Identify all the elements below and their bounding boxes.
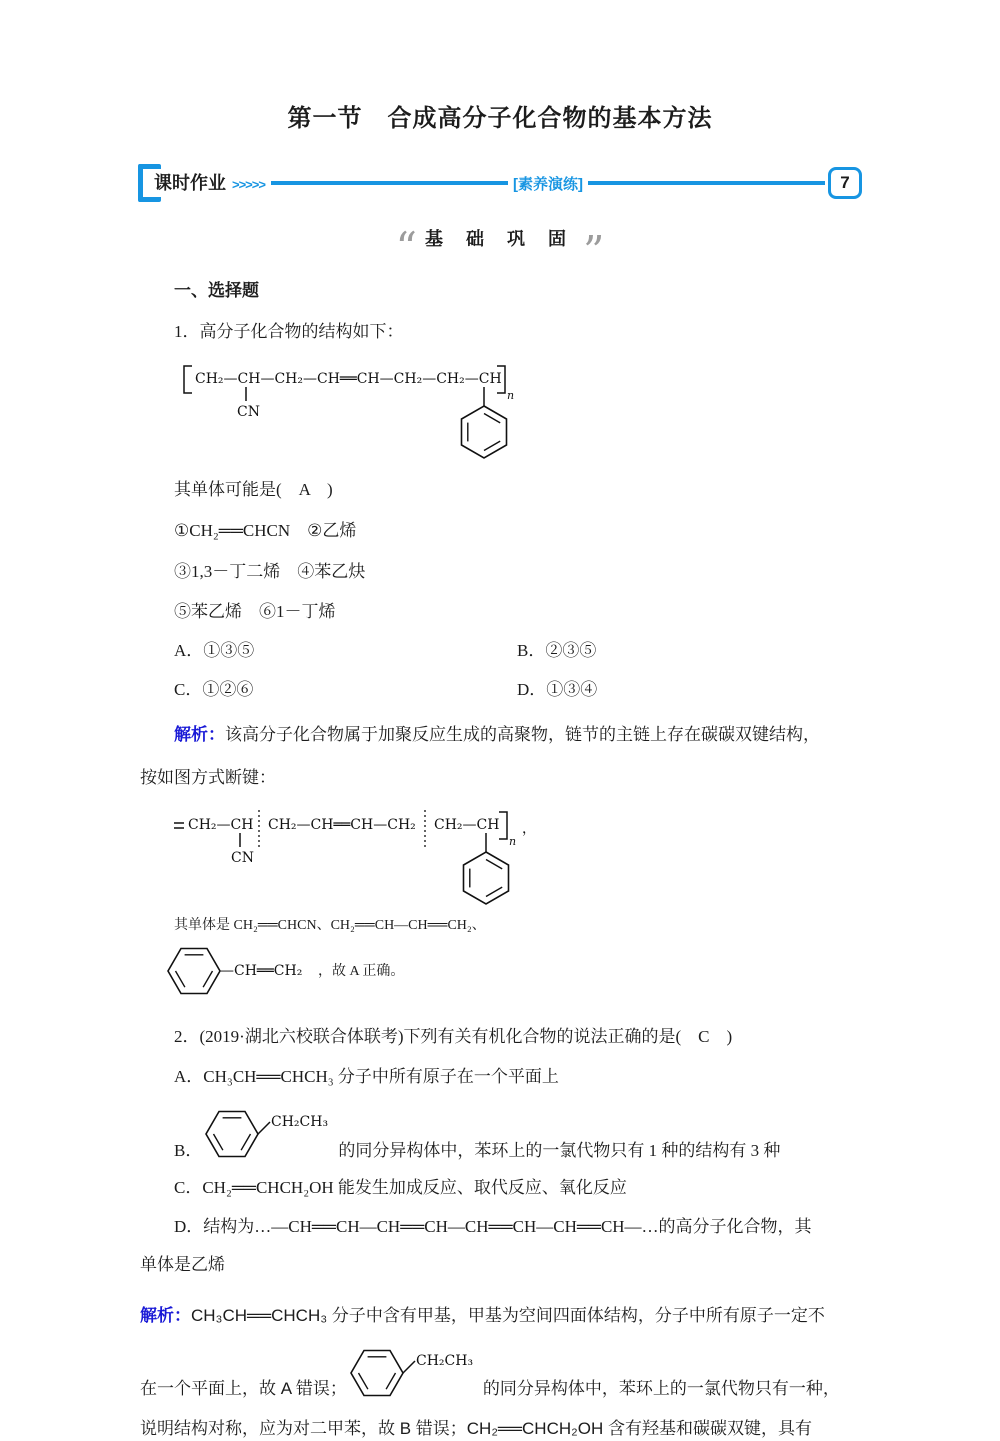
page-number: 7: [840, 173, 850, 192]
section-heading: [0, 221, 1000, 276]
section-title: 基 础 巩 固: [424, 229, 575, 249]
ethylbenzene-structure: [204, 1100, 336, 1162]
q2-analysis-line2: [140, 1339, 860, 1401]
styrene-vinyl-label: —CH══CH₂: [220, 962, 303, 979]
page-number-badge: [828, 167, 862, 199]
cn-label: CN: [237, 404, 260, 421]
q2-option-b-text: 的同分异构体中，苯环上的一氯代物只有 1 种的结构有 3 种: [338, 1140, 781, 1160]
chain-seg2: CH₂—CH══CH—CH₂: [268, 817, 416, 834]
q1-monomer-result-text: ，故 A 正确。: [318, 963, 405, 979]
bracket-right: [499, 812, 507, 839]
benzene-ring-icon: [206, 1111, 258, 1156]
q1-monomer-result-1: 其单体是 CH₂══CHCN、CH₂══CH—CH══CH₂、: [174, 918, 486, 934]
homework-tag: [138, 164, 271, 202]
q1-monomers-3: ⑤苯乙烯 ⑥1－丁烯: [174, 602, 336, 622]
ethyl-label: CH₂CH₃: [271, 1113, 329, 1130]
q1-monomer-result-2: [140, 943, 860, 1001]
q2-option-c: C．CH₂══CHCH₂OH 能发生加成反应、取代反应、氧化反应: [174, 1177, 627, 1197]
homework-tag-label: 课时作业: [154, 173, 226, 193]
cn-label-2: CN: [231, 850, 254, 867]
q1-ask: 其单体可能是( A ): [174, 480, 333, 500]
band-rule-right: [588, 181, 825, 185]
q1-analysis-text1: 该高分子化合物属于加聚反应生成的高聚物，链节的主链上存在碳碳双键结构，: [225, 725, 820, 745]
band-rule-left: [271, 181, 508, 185]
q2-analysis-line1: [140, 1304, 860, 1329]
q2-option-d-1: D．结构为…—CH══CH—CH══CH—CH══CH—CH══CH—…的高分子化合物，其: [174, 1216, 812, 1236]
benzene-ring-icon: [351, 1350, 403, 1395]
polymer-structure-1: [176, 354, 860, 464]
polymer-bracket-left: [184, 366, 192, 393]
subscript-n: n: [509, 835, 517, 849]
page-title: 第一节 合成高分子化合物的基本方法: [287, 105, 713, 132]
ethyl-label-2: CH₂CH₃: [415, 1352, 473, 1369]
chain-seg1: CH₂—CH: [188, 817, 254, 834]
chevrons-decor-icon: >>>>>: [232, 176, 265, 192]
q2-analysis-text1: CH₃CH══CHCH₃ 分子中含有甲基，甲基为空间四面体结构，分子中所有原子一定不: [191, 1305, 825, 1325]
q2-option-d-2: 单体是乙烯: [140, 1255, 225, 1275]
benzene-ring-icon: [464, 852, 509, 904]
header-band: [138, 165, 862, 201]
tail-comma: ，: [522, 821, 536, 838]
q2-option-b-label: B．: [174, 1140, 203, 1160]
q2-analysis-line3: 说明结构对称，应为对二甲苯，故 B 错误；CH₂══CHCH₂OH 含有羟基和碳碳双键，具有: [140, 1418, 812, 1438]
benzene-ring-icon: [462, 406, 507, 458]
close-quote-icon: ”: [583, 227, 605, 276]
polymer-chain-text: CH₂—CH—CH₂—CH══CH—CH₂—CH₂—CH: [195, 371, 502, 388]
q1-section-heading: 一、选择题: [174, 281, 259, 300]
q1-analysis-line1: [140, 723, 860, 748]
q2-analysis-text2-pre: 在一个平面上，故 A 错误；: [140, 1379, 347, 1399]
ethylbenzene-structure-2: [349, 1339, 481, 1401]
q1-choice-a: A．①③⑤: [174, 640, 255, 660]
q2-analysis-label: 解析：: [140, 1305, 191, 1325]
q1-choice-d: D．①③④: [517, 680, 598, 700]
q1-monomers-2: ③1,3－丁二烯 ④苯乙炔: [174, 561, 366, 581]
q2-option-b: [140, 1100, 860, 1162]
band-label: [素养演练]: [512, 175, 583, 193]
polymer-structure-2: [168, 800, 860, 910]
open-quote-icon: “: [395, 223, 417, 272]
q2-analysis-text2-post: 的同分异构体中，苯环上的一氯代物只有一种，: [482, 1379, 840, 1399]
q1-choice-b: B．②③⑤: [517, 640, 597, 660]
q2-stem: 2．(2019·湖北六校联合体联考)下列有关有机化合物的说法正确的是( C ): [174, 1026, 733, 1046]
styrene-structure: [166, 943, 316, 1001]
q1-analysis-line2: 按如图方式断键：: [140, 767, 276, 787]
ethyl-bond-2: [403, 1361, 415, 1373]
q1-analysis-label: 解析：: [174, 725, 225, 745]
q1-stem: 1．高分子化合物的结构如下：: [174, 321, 404, 341]
ethyl-bond: [258, 1122, 270, 1134]
benzene-ring-icon: [168, 948, 220, 993]
q2-option-a: A．CH₃CH══CHCH₃ 分子中所有原子在一个平面上: [174, 1067, 559, 1087]
content-block: [140, 279, 860, 1441]
q1-choice-c: C．①②⑥: [174, 680, 254, 700]
chain-seg3: CH₂—CH: [434, 817, 500, 834]
q1-monomers-1: ①CH₂══CHCN ②乙烯: [174, 520, 357, 540]
q1-choices: [140, 639, 860, 703]
polymer-subscript-n: n: [507, 389, 515, 403]
